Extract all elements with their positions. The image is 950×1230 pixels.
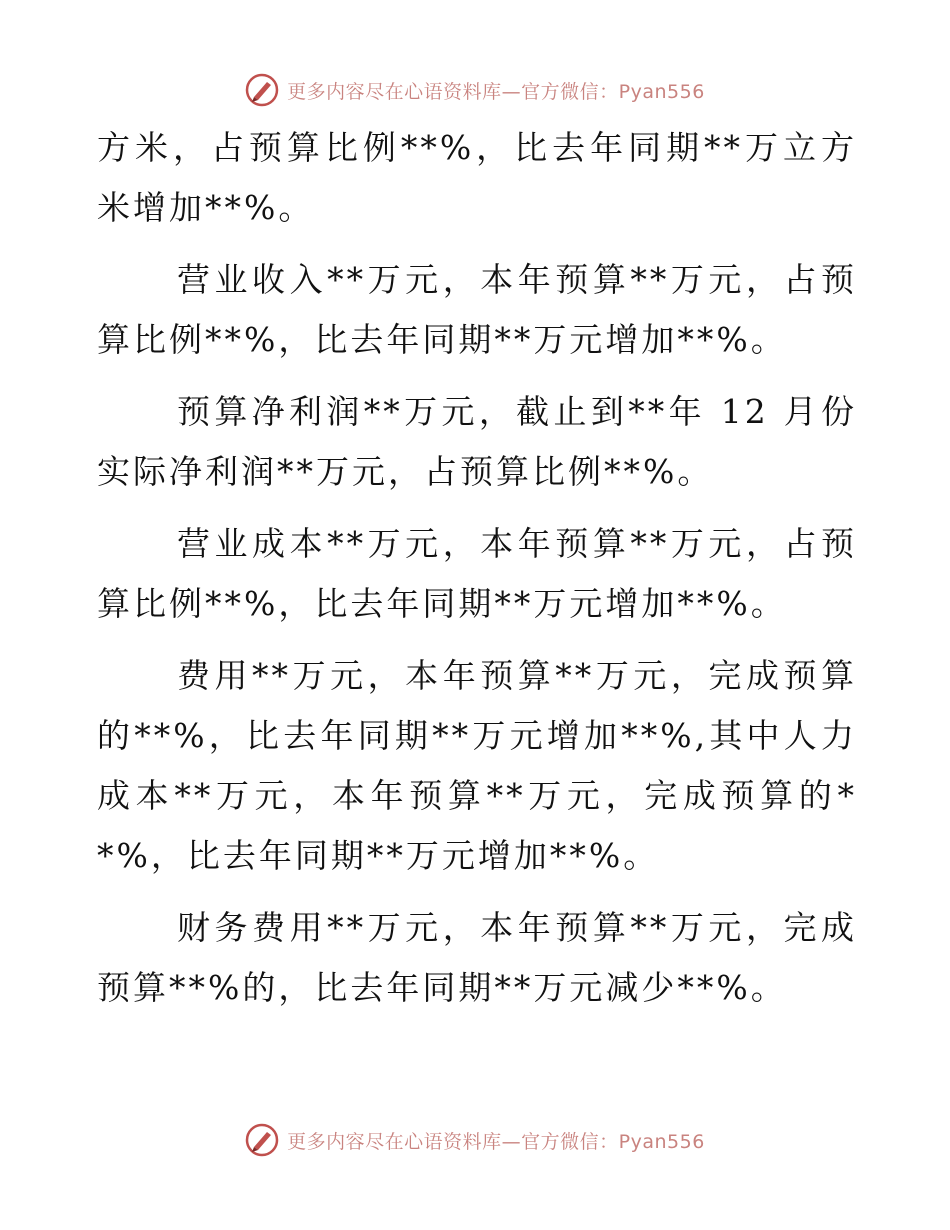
header-banner-inner [245,73,705,107]
paragraph-6: 财务费用**万元，本年预算**万元，完成预算**%的，比去年同期**万元减少**%。 [97,908,857,1007]
paragraph-4: 营业成本**万元，本年预算**万元，占预算比例**%，比去年同期**万元增加**%。 [97,524,857,623]
paragraph-5: 费用**万元，本年预算**万元，完成预算的**%，比去年同期**万元增加**%,其中人力成本**万元，本年预算**万元，完成预算的**%，比去年同期**万元增加**%。 [97,656,857,875]
footer-banner-text: 更多内容尽在心语资料库—官方微信：Pyan556 [287,1130,705,1153]
pen-logo-icon [245,1123,279,1157]
document-body [97,118,857,1030]
header-banner [0,70,950,110]
paragraph-2: 营业收入**万元，本年预算**万元，占预算比例**%，比去年同期**万元增加**%。 [97,260,857,359]
header-banner-text: 更多内容尽在心语资料库—官方微信：Pyan556 [287,80,705,103]
paragraph-1: 方米，占预算比例**%，比去年同期**万立方米增加**%。 [97,128,857,227]
footer-banner [0,1120,950,1160]
footer-banner-inner [245,1123,705,1157]
paragraph-3: 预算净利润**万元，截止到**年 12 月份实际净利润**万元，占预算比例**%。 [97,392,857,491]
pen-logo-icon [245,73,279,107]
